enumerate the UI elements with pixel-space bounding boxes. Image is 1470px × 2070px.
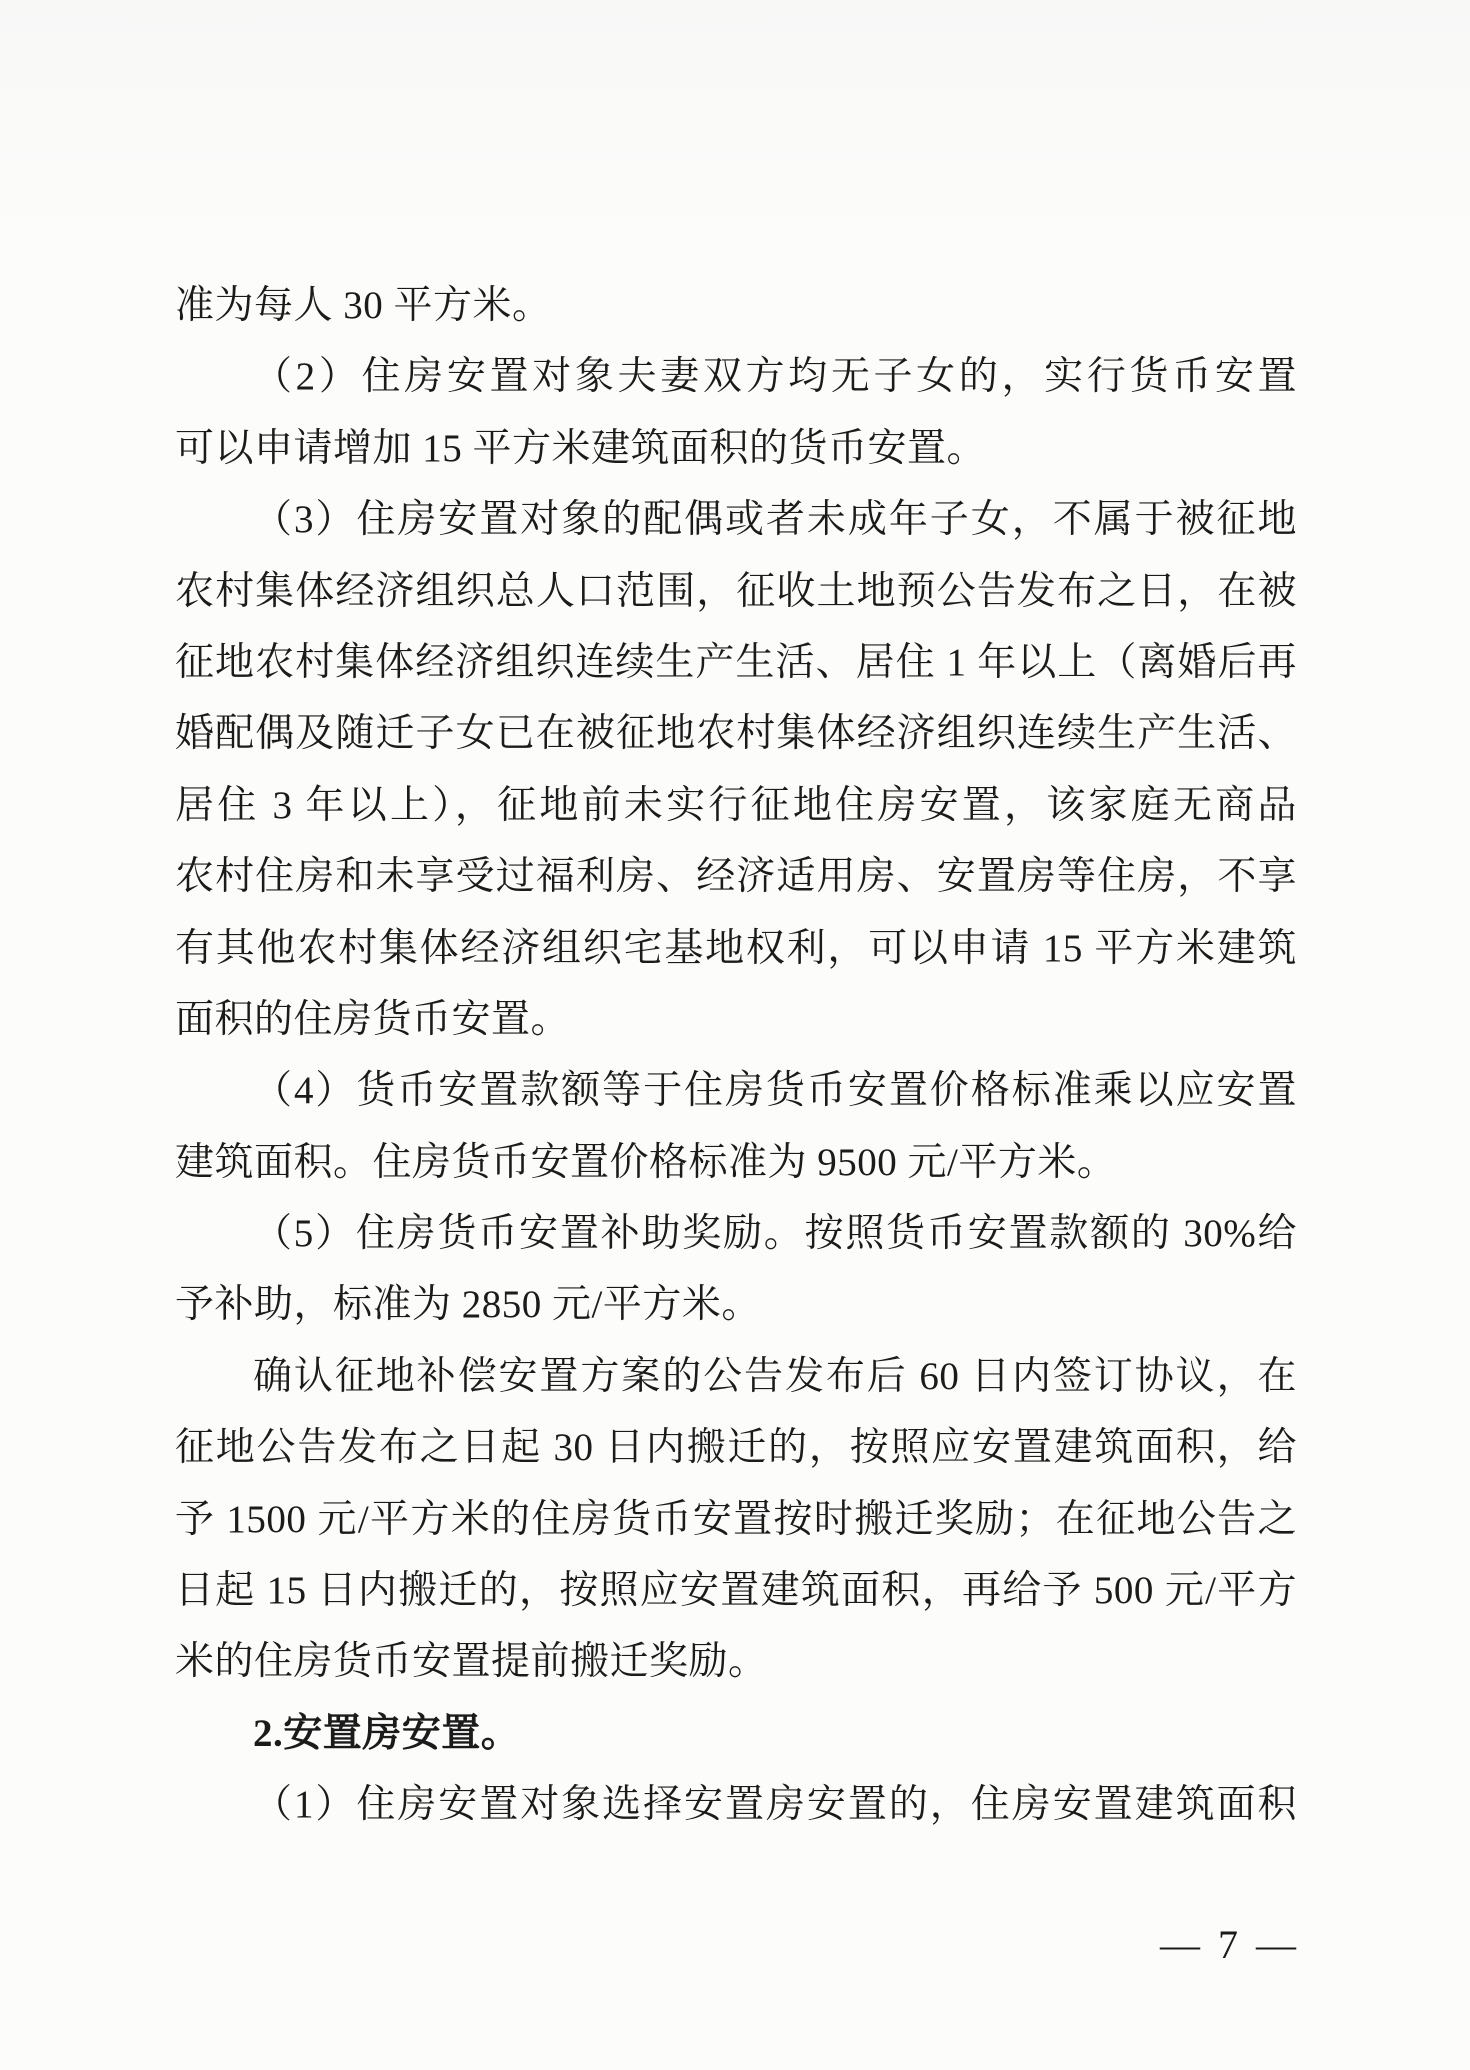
body-line: 准为每人 30 平方米。 bbox=[175, 284, 552, 327]
body-line: 日起 15 日内搬迁的，按照应安置建筑面积，再给予 500 元/平方 bbox=[175, 1569, 1297, 1613]
body-line: 确认征地补偿安置方案的公告发布后 60 日内签订协议，在 bbox=[253, 1354, 1297, 1398]
body-line: （3）住房安置对象的配偶或者未成年子女，不属于被征地 bbox=[253, 498, 1297, 542]
body-line: 农村住房和未享受过福利房、经济适用房、安置房等住房，不享 bbox=[175, 855, 1297, 899]
body-line: 居住 3 年以上），征地前未实行征地住房安置，该家庭无商品 bbox=[175, 783, 1297, 827]
body-line: 米的住房货币安置提前搬迁奖励。 bbox=[175, 1640, 768, 1684]
body-line: 有其他农村集体经济组织宅基地权利，可以申请 15 平方米建筑 bbox=[175, 926, 1297, 970]
document-body bbox=[175, 270, 1297, 1841]
body-line: 征地农村集体经济组织连续生产生活、居住 1 年以上（离婚后再 bbox=[175, 640, 1297, 684]
body-line: （5）住房货币安置补助奖励。按照货币安置款额的 30%给 bbox=[253, 1212, 1297, 1256]
body-line: （4）货币安置款额等于住房货币安置价格标准乘以应安置 bbox=[253, 1069, 1297, 1113]
page-number: — 7 — bbox=[1160, 1922, 1300, 1967]
body-line: 面积的住房货币安置。 bbox=[175, 997, 571, 1041]
section-heading: 2.安置房安置。 bbox=[253, 1711, 521, 1755]
body-line: 予 1500 元/平方米的住房货币安置按时搬迁奖励；在征地公告之 bbox=[175, 1497, 1297, 1541]
body-line: 农村集体经济组织总人口范围，征收土地预公告发布之日，在被 bbox=[175, 569, 1297, 613]
body-line: 婚配偶及随迁子女已在被征地农村集体经济组织连续生产生活、 bbox=[175, 712, 1297, 756]
body-line: （1）住房安置对象选择安置房安置的，住房安置建筑面积 bbox=[253, 1783, 1297, 1827]
scan-shade bbox=[0, 0, 1470, 260]
body-line: 可以申请增加 15 平方米建筑面积的货币安置。 bbox=[175, 426, 987, 470]
body-line: 予补助，标准为 2850 元/平方米。 bbox=[175, 1283, 761, 1327]
body-line: 建筑面积。住房货币安置价格标准为 9500 元/平方米。 bbox=[175, 1140, 1117, 1184]
body-line: 征地公告发布之日起 30 日内搬迁的，按照应安置建筑面积，给 bbox=[175, 1426, 1297, 1470]
body-line: （2）住房安置对象夫妻双方均无子女的，实行货币安置 bbox=[253, 355, 1297, 399]
